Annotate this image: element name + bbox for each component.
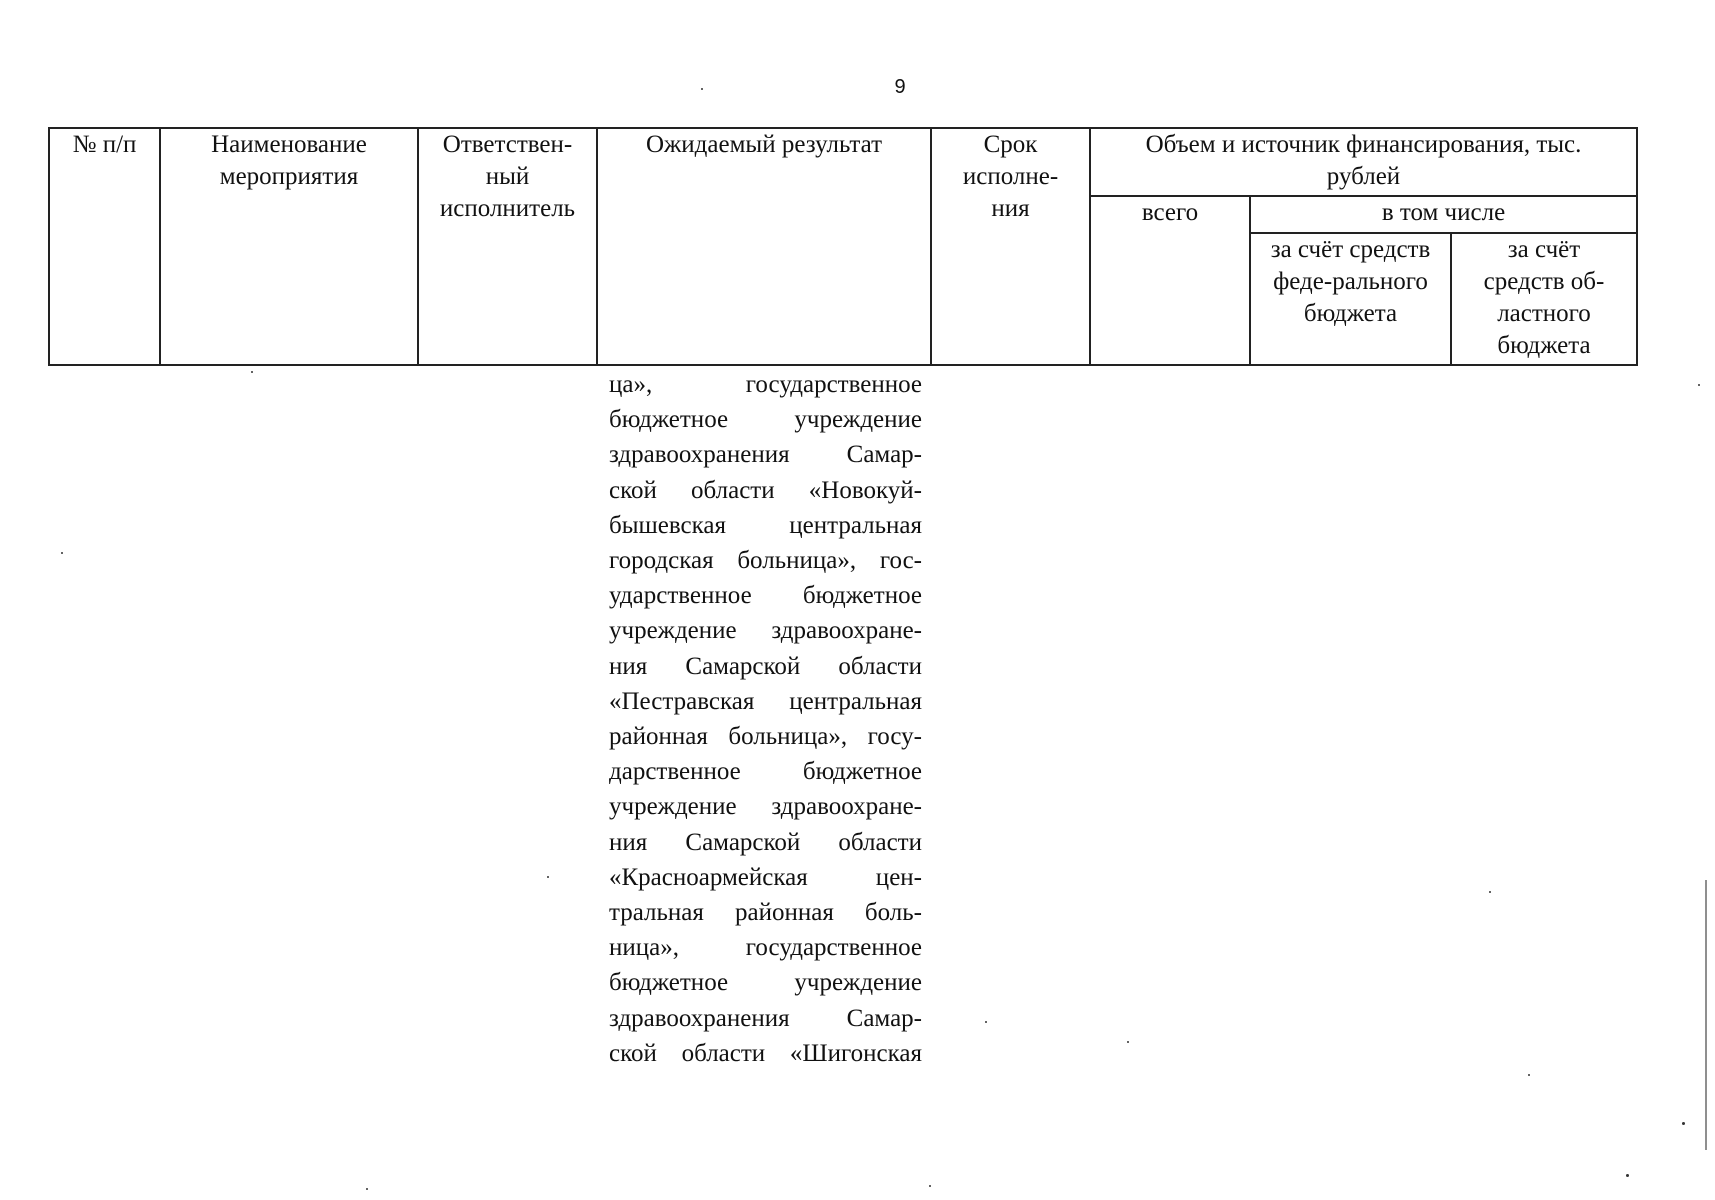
- scan-speck: [1127, 1041, 1129, 1043]
- text-line: ударственное бюджетное: [609, 582, 922, 610]
- scan-speck: [1489, 891, 1491, 893]
- header-responsible: Ответствен-ный исполнитель: [418, 128, 597, 365]
- scan-speck: [929, 1185, 931, 1187]
- page-number: 9: [894, 76, 906, 98]
- header-name: Наименование мероприятия: [160, 128, 418, 365]
- scan-speck: [251, 371, 253, 373]
- header-funding: Объем и источник финансирования, тыс. рублей: [1090, 128, 1637, 196]
- header-result: Ожидаемый результат: [597, 128, 931, 365]
- header-table: [48, 127, 1638, 366]
- text-line: учреждение здравоохране-: [609, 617, 922, 645]
- text-line: ской области «Шигонская: [609, 1039, 922, 1067]
- scan-speck: [701, 88, 703, 90]
- text-line: ница», государственное: [609, 934, 922, 962]
- text-line: городская больница», гос-: [609, 547, 922, 575]
- text-line: ской области «Новокуй-: [609, 476, 922, 504]
- text-line: здравоохранения Самар-: [609, 441, 922, 469]
- text-line: бышевская центральная: [609, 511, 922, 539]
- scan-speck: [1705, 880, 1707, 1150]
- header-including: в том числе: [1250, 196, 1637, 233]
- scan-speck: [1528, 1074, 1530, 1076]
- header-total: всего: [1090, 196, 1250, 365]
- text-line: районная больница», госу-: [609, 723, 922, 751]
- expected-result-continuation: [609, 367, 922, 1071]
- text-line: «Красноармейская цен-: [609, 863, 922, 891]
- scan-speck: [61, 552, 63, 554]
- header-federal: за счёт средств феде-рального бюджета: [1250, 233, 1451, 365]
- header-deadline: Срок исполне-ния: [931, 128, 1090, 365]
- text-line: тральная районная боль-: [609, 899, 922, 927]
- scan-speck: [1682, 1122, 1685, 1125]
- header-num: № п/п: [49, 128, 160, 365]
- text-line: бюджетное учреждение: [609, 406, 922, 434]
- scan-speck: [1626, 1174, 1629, 1177]
- text-line: дарственное бюджетное: [609, 758, 922, 786]
- header-regional: за счёт средств об-ластного бюджета: [1451, 233, 1637, 365]
- text-line: здравоохранения Самар-: [609, 1004, 922, 1032]
- scan-speck: [1698, 384, 1700, 386]
- scan-speck: [547, 876, 549, 878]
- text-line: ца», государственное: [609, 371, 922, 398]
- text-line: «Пестравская центральная: [609, 687, 922, 715]
- scan-speck: [366, 1188, 368, 1190]
- text-line: ния Самарской области: [609, 828, 922, 856]
- text-line: ния Самарской области: [609, 652, 922, 680]
- text-line: учреждение здравоохране-: [609, 793, 922, 821]
- scan-speck: [985, 1021, 987, 1023]
- text-line: бюджетное учреждение: [609, 969, 922, 997]
